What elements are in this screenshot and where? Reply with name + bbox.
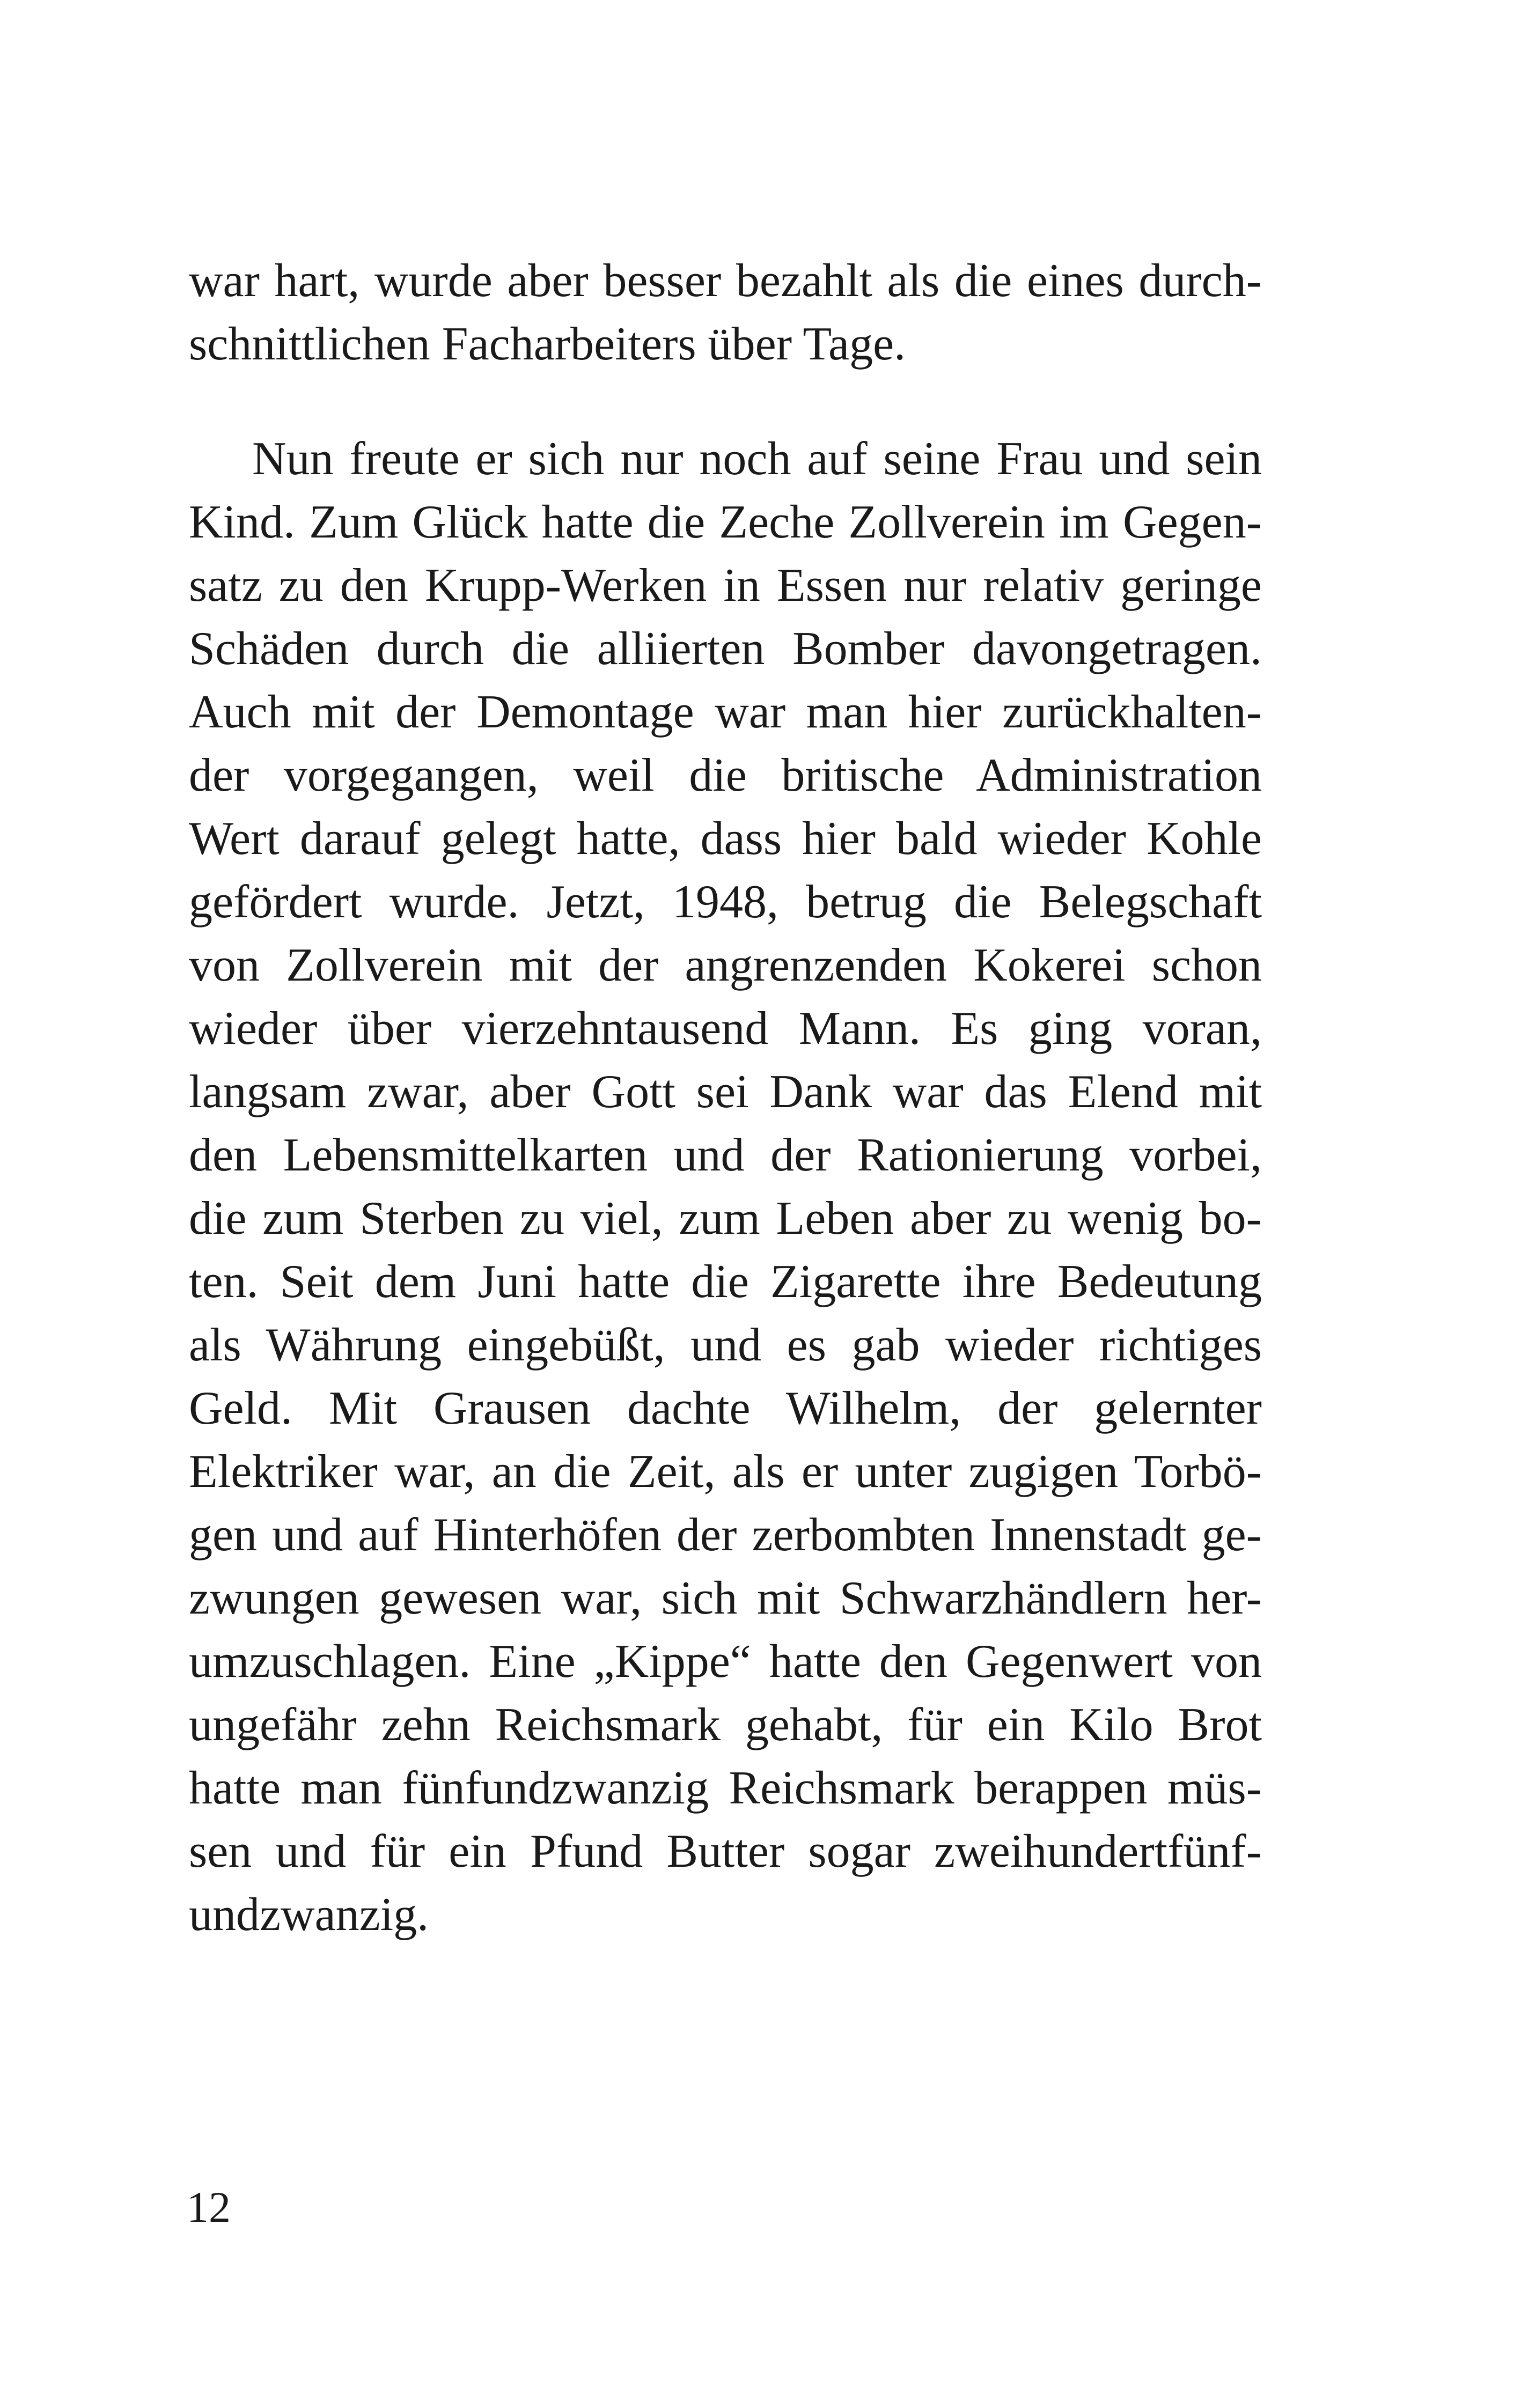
paragraph-gap	[189, 376, 1262, 428]
text-line: die zum Sterben zu viel, zum Leben aber zu wenig bo-	[189, 1192, 1262, 1244]
text-line: Kind. Zum Glück hatte die Zeche Zollverein im Gegen-	[189, 496, 1262, 548]
text-line: sen und für ein Pfund Butter sogar zweihundertfünf-	[189, 1825, 1262, 1877]
text-line: Auch mit der Demontage war man hier zurückhalten-	[189, 686, 1262, 738]
paragraph-1	[189, 249, 1262, 376]
text-line: hatte man fünfundzwanzig Reichsmark berappen müs-	[189, 1762, 1262, 1814]
body-text	[189, 249, 1262, 1947]
text-line: gefördert wurde. Jetzt, 1948, betrug die Belegschaft	[189, 876, 1262, 928]
paragraph-2	[189, 428, 1262, 1947]
text-line: Elektriker war, an die Zeit, als er unter zugigen Torbö-	[189, 1446, 1262, 1498]
text-line: schnittlichen Facharbeiters über Tage.	[189, 318, 906, 370]
text-line: zwungen gewesen war, sich mit Schwarzhändlern her-	[189, 1572, 1262, 1624]
text-line: ten. Seit dem Juni hatte die Zigarette ihre Bedeutung	[189, 1256, 1262, 1308]
text-line: der vorgegangen, weil die britische Administration	[189, 749, 1262, 801]
text-line: ungefähr zehn Reichsmark gehabt, für ein Kilo Brot	[189, 1699, 1262, 1751]
text-line: umzuschlagen. Eine „Kippe“ hatte den Gegenwert von	[189, 1636, 1262, 1688]
text-line: gen und auf Hinterhöfen der zerbombten Innenstadt ge-	[189, 1509, 1262, 1561]
text-line: wieder über vierzehntausend Mann. Es ging voran,	[189, 1003, 1262, 1055]
text-line: Wert darauf gelegt hatte, dass hier bald wieder Kohle	[189, 813, 1262, 865]
text-line: als Währung eingebüßt, und es gab wieder richtiges	[189, 1319, 1262, 1371]
text-line: satz zu den Krupp-Werken in Essen nur relativ geringe	[189, 559, 1262, 612]
text-line: Nun freute er sich nur noch auf seine Frau und sein	[252, 433, 1262, 485]
text-line: war hart, wurde aber besser bezahlt als die eines durch-	[189, 255, 1262, 307]
text-line: langsam zwar, aber Gott sei Dank war das Elend mit	[189, 1066, 1262, 1118]
text-line: undzwanzig.	[189, 1889, 429, 1941]
page-number: 12	[187, 2183, 231, 2232]
text-line: Geld. Mit Grausen dachte Wilhelm, der gelernter	[189, 1382, 1262, 1434]
text-line: Schäden durch die alliierten Bomber davongetragen.	[189, 623, 1262, 675]
text-line: von Zollverein mit der angrenzenden Kokerei schon	[189, 939, 1262, 991]
text-line: den Lebensmittelkarten und der Rationierung vorbei,	[189, 1129, 1262, 1181]
